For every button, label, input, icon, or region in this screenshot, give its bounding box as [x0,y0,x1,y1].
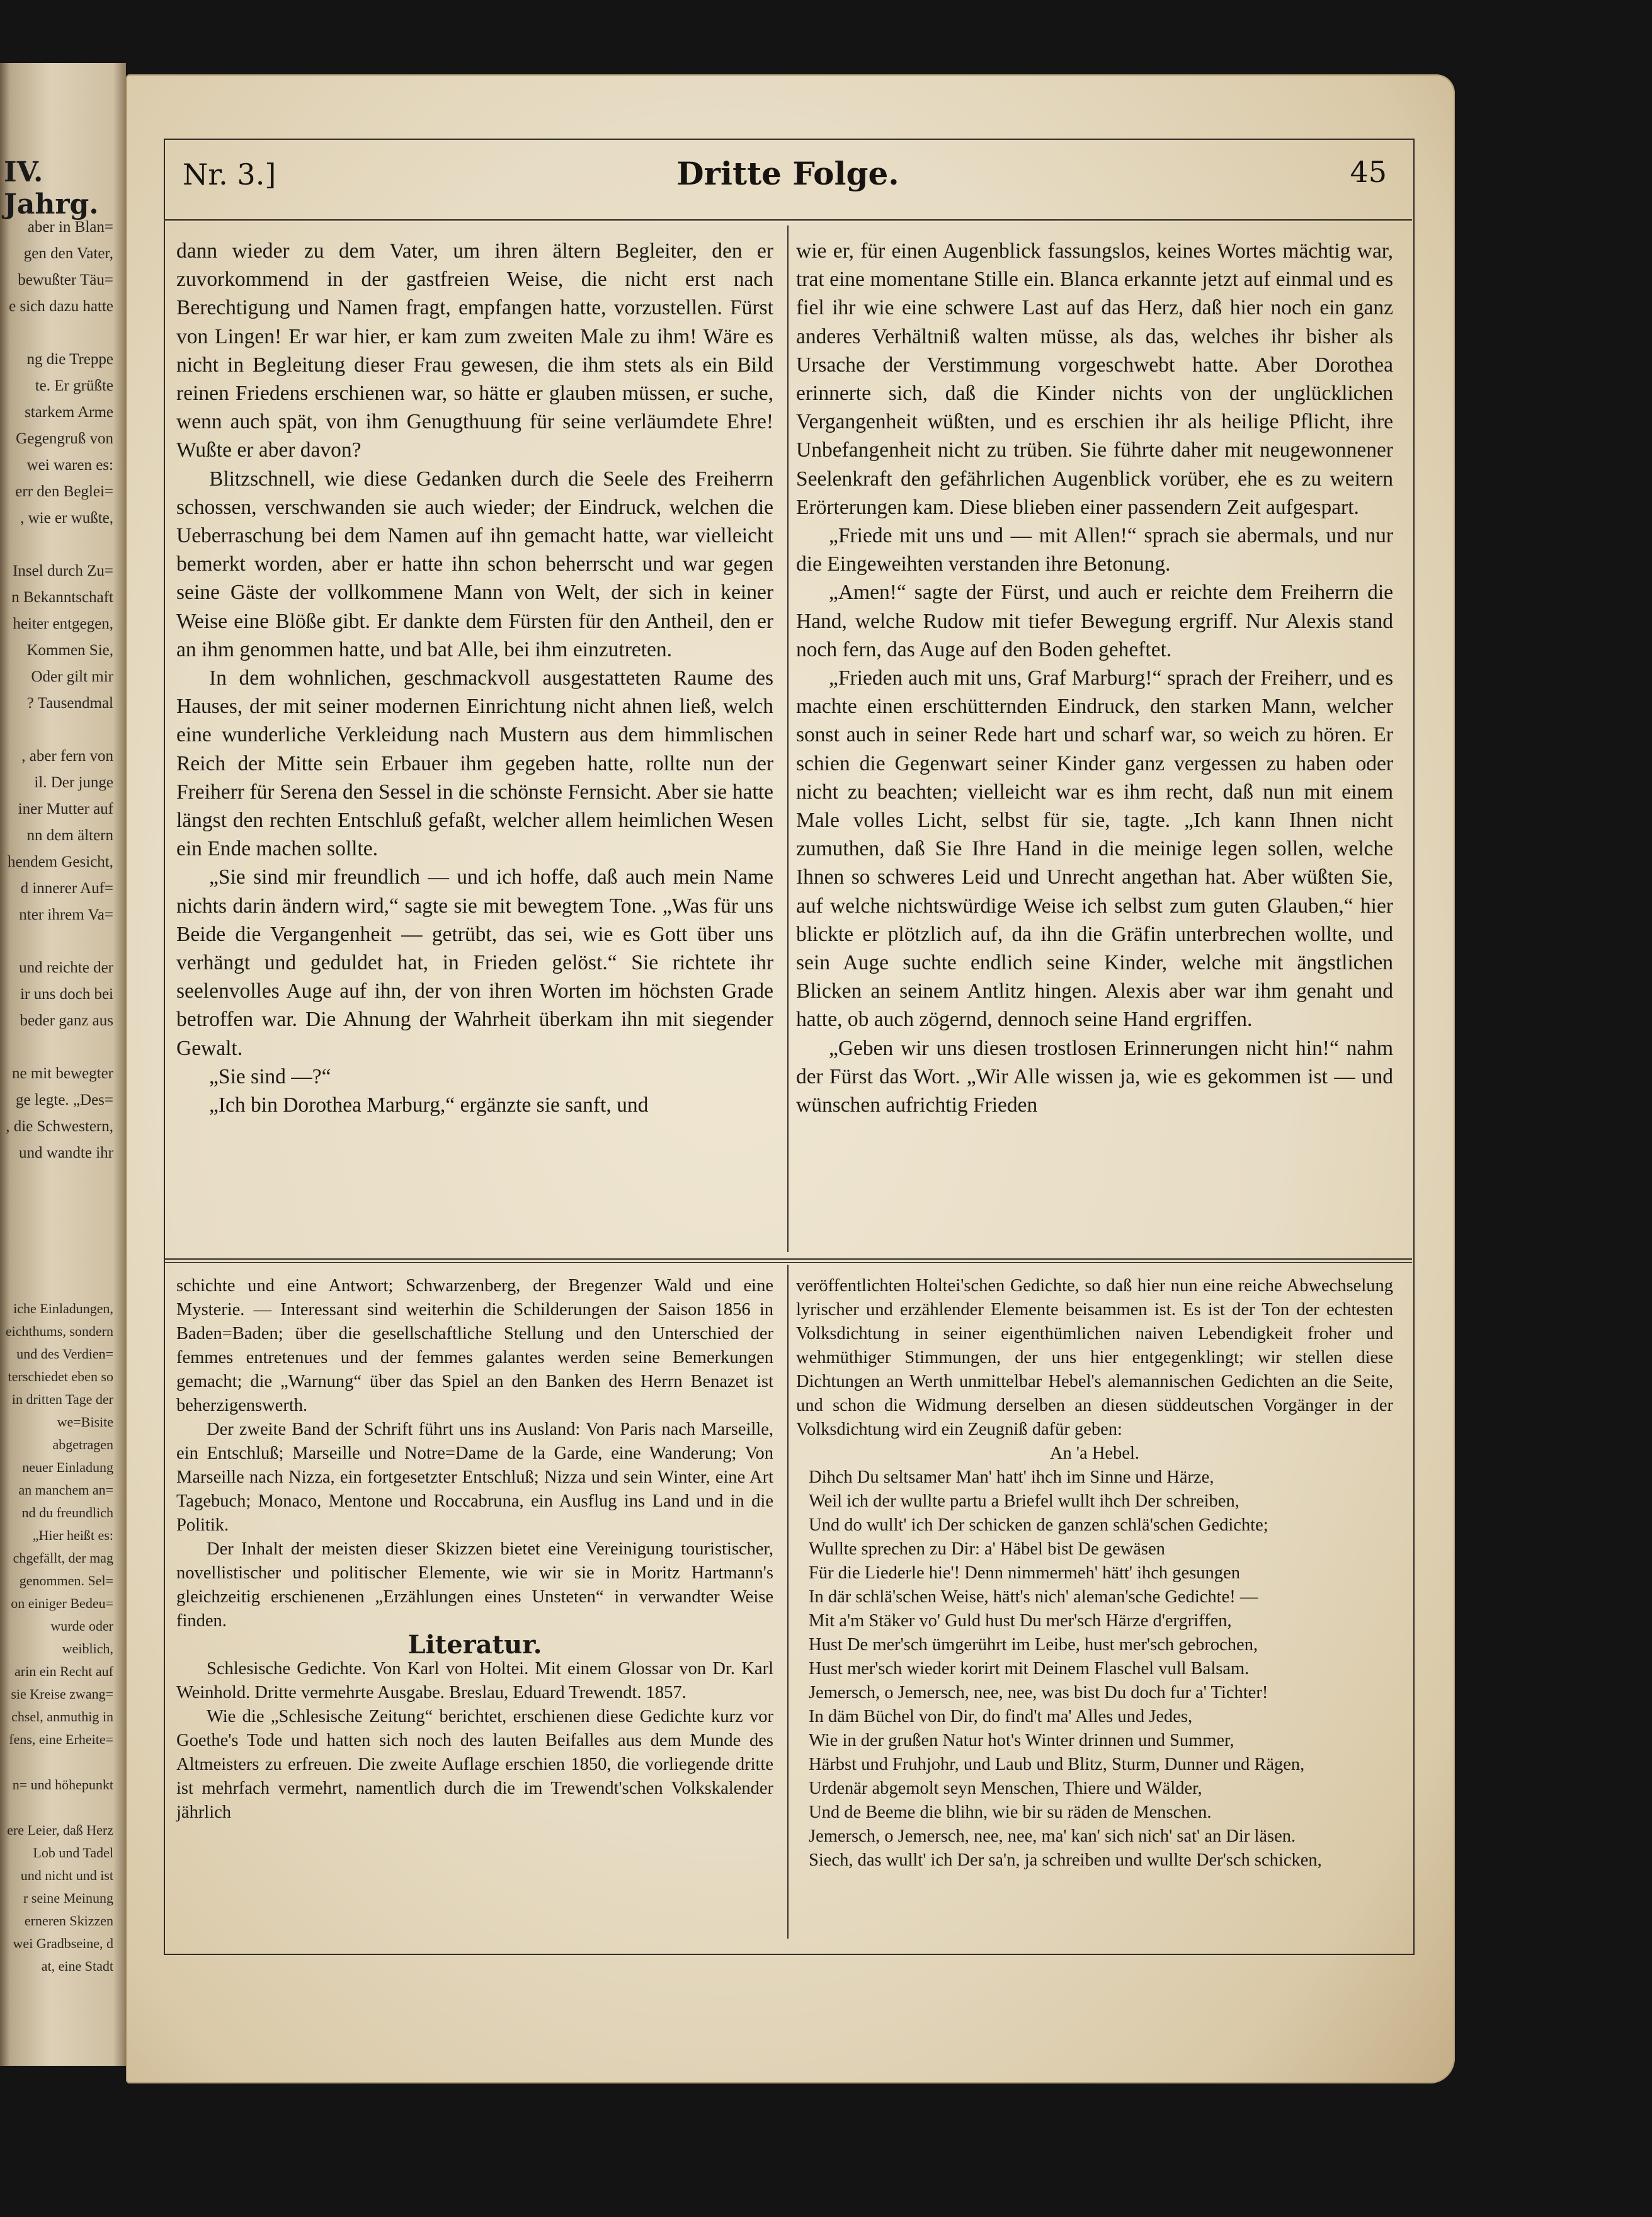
column-divider [787,225,789,1252]
left-page-edge [0,63,126,2066]
left-page-running-head: IV. Jahrg. [4,156,99,220]
paragraph: Schlesische Gedichte. Von Karl von Holtei. Mit einem Glossar von Dr. Karl Weinhold. Dritte vermehrte Ausgabe. Breslau, Eduard Trewendt. 1857. [176,1659,773,1702]
review-column-right [796,1274,1393,1872]
newspaper-page [126,74,1455,2083]
paragraph: Wie die „Schlesische Zeitung“ berichtet, erschienen diese Gedichte kurz vor Goethe's Tode und hatten sich noch des lauten Beifalles aus dem Munde des Altmeisters zu erfreuen. Die zweite Auflage erschien 1850, die vorliegende dritte ist mehrfach vermehrt, namentlich durch die im Trewendt'schen Volkskalender jährlich [176,1707,773,1822]
paragraph: „Friede mit uns und — mit Allen!“ sprach sie abermals, und nur die Eingeweihten verstanden ihre Betonung. [796,524,1393,576]
page-number: 45 [1350,155,1387,189]
story-column-right [796,237,1393,1119]
page-header [164,139,1412,221]
paragraph: Blitzschnell, wie diese Gedanken durch die Seele des Freiherrn schossen, verschwanden sie auch wieder; der Eindruck, welchen die Ueberraschung bei dem Namen auf ihn gemacht hatte, war vielleicht bemerkt worden, aber er hatte ihn schon beherrscht und war gegen seine Gäste der vollkommene Mann von Welt, der sich in keiner Weise eine Blöße gibt. Er dankte dem Fürsten für den Antheil, den er an ihm genommen hatte, und bat Alle, bei ihm einzutreten. [176,467,773,661]
paragraph: „Sie sind —?“ [209,1064,331,1088]
paragraph: „Amen!“ sagte der Fürst, und auch er reichte dem Freiherrn die Hand, welche Rudow mit tiefer Bewegung ergriff. Nur Alexis stand noch fern, das Auge auf den Boden geheftet. [796,581,1393,661]
paragraph: veröffentlichten Holtei'schen Gedichte, so daß hier nun eine reiche Abwechselung lyrischer und erzählender Elemente beisammen ist. Es ist der Ton der echtesten Volksdichtung in seiner eigenthümlichen naiven Lebendigkeit froher und wehmüthiger Stimmungen, der uns hier entgegenklingt; wir stellen diese Dichtungen an Werth unmittelbar Hebel's alemannischen Gedichten an die Seite, und schon die Widmung derselben an diesen süddeutschen Vorgänger in der Volksdichtung wird ein Zeugniß dafür geben: [796,1276,1393,1439]
review-column-left [176,1274,773,1825]
series-title: Dritte Folge. [676,155,899,192]
paragraph: „Geben wir uns diesen trostlosen Erinnerungen nicht hin!“ nahm der Fürst das Wort. „Wir Alle wissen ja, wie es gekommen ist — und wünschen aufrichtig Frieden [796,1036,1393,1117]
left-page-margin-text-lower: iche Einladungen, eichthums, sondern und des Verdien= terschiedet eben so in dritten Tage der we=Bisite abgetragen neuer Einladung an manchem an= nd du freundlich „Hier heißt es: chgefällt, der mag genommen. Sel= on einiger Bedeu= wurde oder weiblich, arin ein Recht auf sie Kreise zwang= chsel, anmuthig in fens, eine Erheite= n= und höhepunkt ere Leier, daß Herz Lob und Tadel und nicht und ist r seine Meinung erneren Skizzen wei Gradbseine, d at, eine Stadt [5,1301,113,1974]
paragraph: In dem wohnlichen, geschmackvoll ausgestatteten Raume des Hauses, der mit seiner modernen Einrichtung nicht ahnen ließ, welch eine wunderliche Verkleidung nach Mustern aus dem himmlischen Reich der Mitte sein Erbauer ihm gegeben hatte, rollte nun der Freiherr für Serena den Sessel in die schönste Fernsicht. Aber sie hatte längst den rechten Entschluß gefaßt, welcher allem heimlichen Wesen ein Ende machen sollte. [176,666,773,861]
poem-title: An 'a Hebel. [1049,1444,1140,1463]
section-divider [164,1258,1412,1263]
story-column-left [176,237,773,1119]
paragraph: Der zweite Band der Schrift führt uns ins Ausland: Von Paris nach Marseille, ein Entschluß; Marseille und Notre=Dame de la Garde, eine Wanderung; Von Marseille nach Nizza, ein fortgesetzter Entschluß; Nizza und sein Winter, eine Art Tagebuch; Monaco, Mentone und Roccabruna, ein Ausflug ins Land und in die Politik. [176,1420,773,1535]
paragraph: schichte und eine Antwort; Schwarzenberg, der Bregenzer Wald und eine Mysterie. — Interessant sind weiterhin die Schilderungen der Saison 1856 in Baden=Baden; über die gesellschaftliche Stellung und den Unterschied der femmes entretenues und der femmes galantes werden seine Bemerkungen gemacht; die „Warnung“ über das Spiel an den Banken des Herrn Benazet ist beherzigenswerth. [176,1276,773,1415]
paragraph: wie er, für einen Augenblick fassungslos, keines Wortes mächtig war, trat eine momentane Stille ein. Blanca erkannte jetzt auf einmal und es fiel ihr wie eine schwere Last auf das Herz, daß hier noch ein ganz anderes Verhältniß walten müsse, als das, welches ihr bisher als Ursache der Verstimmung vorgeschwebt hatte. Aber Dorothea erinnerte sich, daß die Kinder nichts von der unglücklichen Vergangenheit wüßten, und es erschien ihr als heilige Pflicht, ihre Unbefangenheit nicht zu trüben. Sie führte daher mit neugewonnener Seelenkraft den gefährlichen Augenblick vorüber, ehe es zu weitern Erörterungen kam. Diese blieben einer passendern Zeit aufgespart. [796,239,1393,519]
issue-number: Nr. 3.] [183,157,276,191]
left-page-margin-text: aber in Blan= gen den Vater, bewußter Täu= e sich dazu hatte ng die Treppe te. Er grüßte starkem Arme Gegengruß von wei waren es: err den Beglei= , wie er wußte, Insel durch Zu= n Bekanntschaft heiter entgegen, Kommen Sie, Oder gilt mir ? Tausendmal , aber fern von il. Der junge iner Mutter auf nn dem ältern hendem Gesicht, d innerer Auf= nter ihrem Va= und reichte der ir uns doch bei beder ganz aus ne mit bewegter ge legte. „Des= , die Schwestern, und wandte ihr [6,219,113,1161]
paragraph: „Frieden auch mit uns, Graf Marburg!“ sprach der Freiherr, und es machte einen erschütternden Eindruck, den starken Mann, welcher sonst auch in seiner Rede hart und scharf war, so weich zu hören. Er schien die Gegenwart seiner Kinder ganz vergessen zu haben oder nicht zu beachten; vielleicht war es ihm recht, daß nun mit einem Male volles Licht, selbst für sie, tagte. „Ich kann Ihnen nicht zumuthen, daß Sie Ihre Hand in die meinige legen sollen, welche Ihnen so schweres Leid und Unrecht angethan hat. Aber wüßten Sie, auf welche nichtswürdige Weise ich selbst zum guten Glauben,“ hier blickte er plötzlich auf, da ihn die Gräfin unterbrechen wollte, und sein Auge suchte endlich seine Kinder, welche mit ängstlichen Blicken an seinem Antlitz hingen. Alexis aber war ihm genaht und hatte, ob auch zögernd, dennoch seine Hand ergriffen. [796,666,1393,1032]
section-heading-literatur: Literatur. [407,1630,542,1660]
paragraph: „Sie sind mir freundlich — und ich hoffe, daß auch mein Name nichts darin ändern wird,“ sagte sie mit bewegtem Tone. „Was für uns Beide die Vergangenheit — getrübt, das sei, wie es Gott über uns verhängt und geduldet hat, in Frieden gelöst.“ Sie richtete ihr seelenvolles Auge auf ihn, der von ihren Worten im höchsten Grade betroffen war. Die Ahnung der Wahrheit überkam ihn mit siegender Gewalt. [176,865,773,1060]
paragraph: Der Inhalt der meisten dieser Skizzen bietet eine Vereinigung touristischer, novellistischer und politischer Elemente, wie wir sie in Moritz Hartmann's gleichzeitig erschienenen „Erzählungen eines Unsteten“ in verwandter Weise finden. [176,1539,773,1631]
paragraph: „Ich bin Dorothea Marburg,“ ergänzte sie sanft, und [209,1093,649,1117]
column-divider-lower [787,1265,789,1939]
poem-text: Dihch Du seltsamer Man' hatt' ihch im Sinne und Härze, Weil ich der wullte partu a Briefel wullt ihch Der schreiben, Und do wullt' ich Der schicken de ganzen schlä'schen Gedichte; Wullte sprechen zu Dir: a' Häbel bist De gewäsen Für die Liederle hie'! Denn nimmermeh' hätt' ihch gesungen In där schlä'schen Weise, hätt's nich' aleman'sche Gedichte! — Mit a'm Stäker vo' Guld hust Du mer'sch Härze d'ergriffen, Hust De mer'sch ümgerührt im Leibe, hust mer'sch gebrochen, Hust mer'sch wieder korirt mit Deinem Flaschel vull Balsam. Jemersch, o Jemersch, nee, nee, was bist Du doch fur a' Tichter! In däm Büchel von Dir, do find't ma' Alles und Jedes, Wie in der grußen Natur hot's Winter drinnen und Summer, Härbst und Fruhjohr, und Laub und Blitz, Sturm, Dunner und Rägen, Urdenär abgemolt seyn Menschen, Thiere und Wälder, Und de Beeme die blihn, wie bir su räden de Menschen. Jemersch, o Jemersch, nee, nee, ma' kan' sich nich' sat' an Dir läsen. Siech, das wullt' ich Der sa'n, ja schreiben und wullte Der'sch schicken, [809,1468,1322,1870]
paragraph: dann wieder zu dem Vater, um ihren ältern Begleiter, den er zuvorkommend in der gastfreien Weise, die nicht erst nach Berechtigung und Namen fragt, empfangen hatte, vorzustellen. Fürst von Lingen! Er war hier, er kam zum zweiten Male zu ihm! Wäre es nicht in Begleitung dieser Frau gewesen, die ihm stets als ein Bild reinen Friedens erschienen war, so hätte er glauben müssen, er suche, wenn auch spät, von ihm Genugthuung für seine verläumdete Ehre! Wußte er aber davon? [176,239,773,462]
